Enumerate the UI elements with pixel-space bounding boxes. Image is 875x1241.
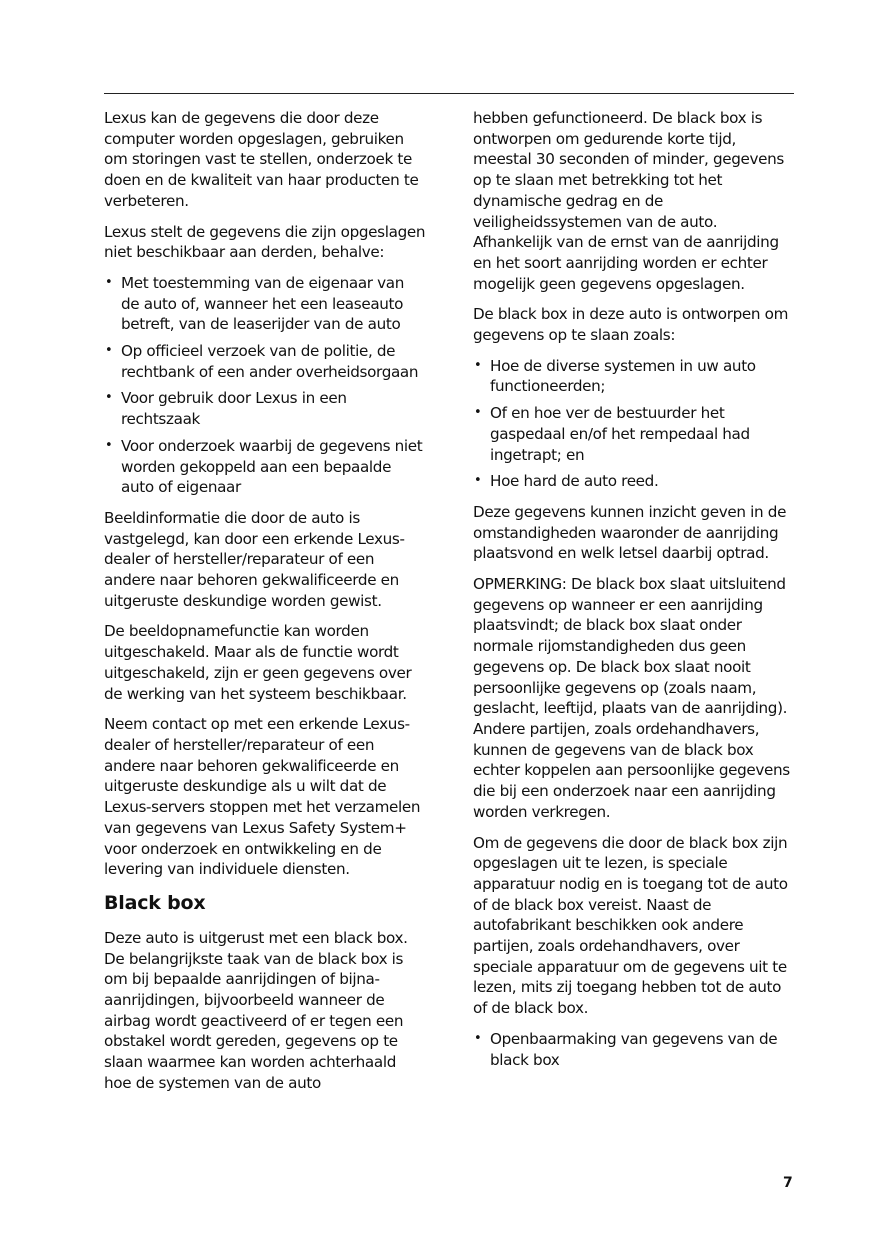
list-item: • Op officieel verzoek van de politie, de rechtbank of een ander overheidsorgaan [104,341,426,382]
paragraph: hebben gefunctioneerd. De black box is ontworpen om gedurende korte tijd, meestal 30 seconden of minder, gegevens op te slaan met betrekking tot het dynamische gedrag en de veiligheidssystemen van de auto. Afhankelijk van de ernst van de aanrijding en het soort aanrijding worden er echter mogelijk geen gegevens opgeslagen. [473,109,784,293]
paragraph: Om de gegevens die door de black box zijn opgeslagen uit te lezen, is speciale apparatuur nodig en is toegang tot de auto of de black box vereist. Naast de autofabrikant beschikken ook andere partijen, zoals ordehandhavers, over speciale apparatuur om de gegevens uit te lezen, mits zij toegang hebben tot de auto of de black box. [473,833,788,1018]
paragraph: Deze auto is uitgerust met een black box. De belangrijkste taak van de black box is om bij bepaalde aanrijdingen of bijna-aanrijdingen, bijvoorbeeld wanneer de airbag wordt geactiveerd of er tegen een obstakel wordt gereden, gegevens op te slaan waarmee kan worden achterhaald hoe de systemen van de auto [104,928,408,1092]
paragraph: Deze gegevens kunnen inzicht geven in de omstandigheden waaronder de aanrijding plaatsvond en welk letsel daarbij optrad. [473,502,787,563]
list-item: • Openbaarmaking van gegevens van de black box [473,1029,797,1070]
paragraph: Neem contact op met een erkende Lexus-dealer of hersteller/reparateur of een andere naar behoren gekwalificeerde en uitgeruste deskundige als u wilt dat de Lexus-servers stoppen met het verzamelen van gegevens van Lexus Safety System+ voor onderzoek en ontwikkeling en de levering van individuele diensten. [104,715,421,879]
paragraph: Lexus kan de gegevens die door deze computer worden opgeslagen, gebruiken om storingen vast te stellen, onderzoek te doen en de kwaliteit van haar producten te verbeteren. [104,109,419,210]
left-column [104,108,426,1104]
paragraph: De black box in deze auto is ontworpen om gegevens op te slaan zoals: [473,305,789,345]
bullet-list [473,1029,797,1070]
paragraph: De beeldopnamefunctie kan worden uitgeschakeld. Maar als de functie wordt uitgeschakeld, zijn er geen gegevens over de werking van het systeem beschikbaar. [104,622,412,703]
page-number: 7 [783,1175,793,1191]
list-item: • Voor gebruik door Lexus in een rechtszaak [104,388,426,429]
header-rule [104,93,794,94]
list-item: • Met toestemming van de eigenaar van de auto of, wanneer het een leaseauto betreft, van de leaserijder van de auto [104,273,426,335]
paragraph: Lexus stelt de gegevens die zijn opgeslagen niet beschikbaar aan derden, behalve: [104,222,426,262]
list-item: • Hoe de diverse systemen in uw auto functioneerden; [473,356,797,397]
list-item: • Of en hoe ver de bestuurder het gaspedaal en/of het rempedaal had ingetrapt; en [473,403,797,465]
list-item: • Hoe hard de auto reed. [473,471,797,492]
right-column [473,108,797,1080]
bullet-list [473,356,797,492]
paragraph: OPMERKING: De black box slaat uitsluitend gegevens op wanneer er een aanrijding plaatsvindt; de black box slaat onder normale rijomstandigheden dus geen gegevens op. De black box slaat nooit persoonlijke gegevens op (zoals naam, geslacht, leeftijd, plaats van de aanrijding). Andere partijen, zoals ordehandhavers, kunnen de gegevens van de black box echter koppelen aan persoonlijke gegevens die bij een onderzoek naar een aanrijding worden verkregen. [473,575,790,821]
list-item: • Voor onderzoek waarbij de gegevens niet worden gekoppeld aan een bepaalde auto of eigenaar [104,436,426,498]
section-heading: Black box [104,891,206,914]
paragraph: Beeldinformatie die door de auto is vastgelegd, kan door een erkende Lexus-dealer of hersteller/reparateur of een andere naar behoren gekwalificeerde en uitgeruste deskundige worden gewist. [104,508,405,610]
bullet-list [104,273,426,498]
